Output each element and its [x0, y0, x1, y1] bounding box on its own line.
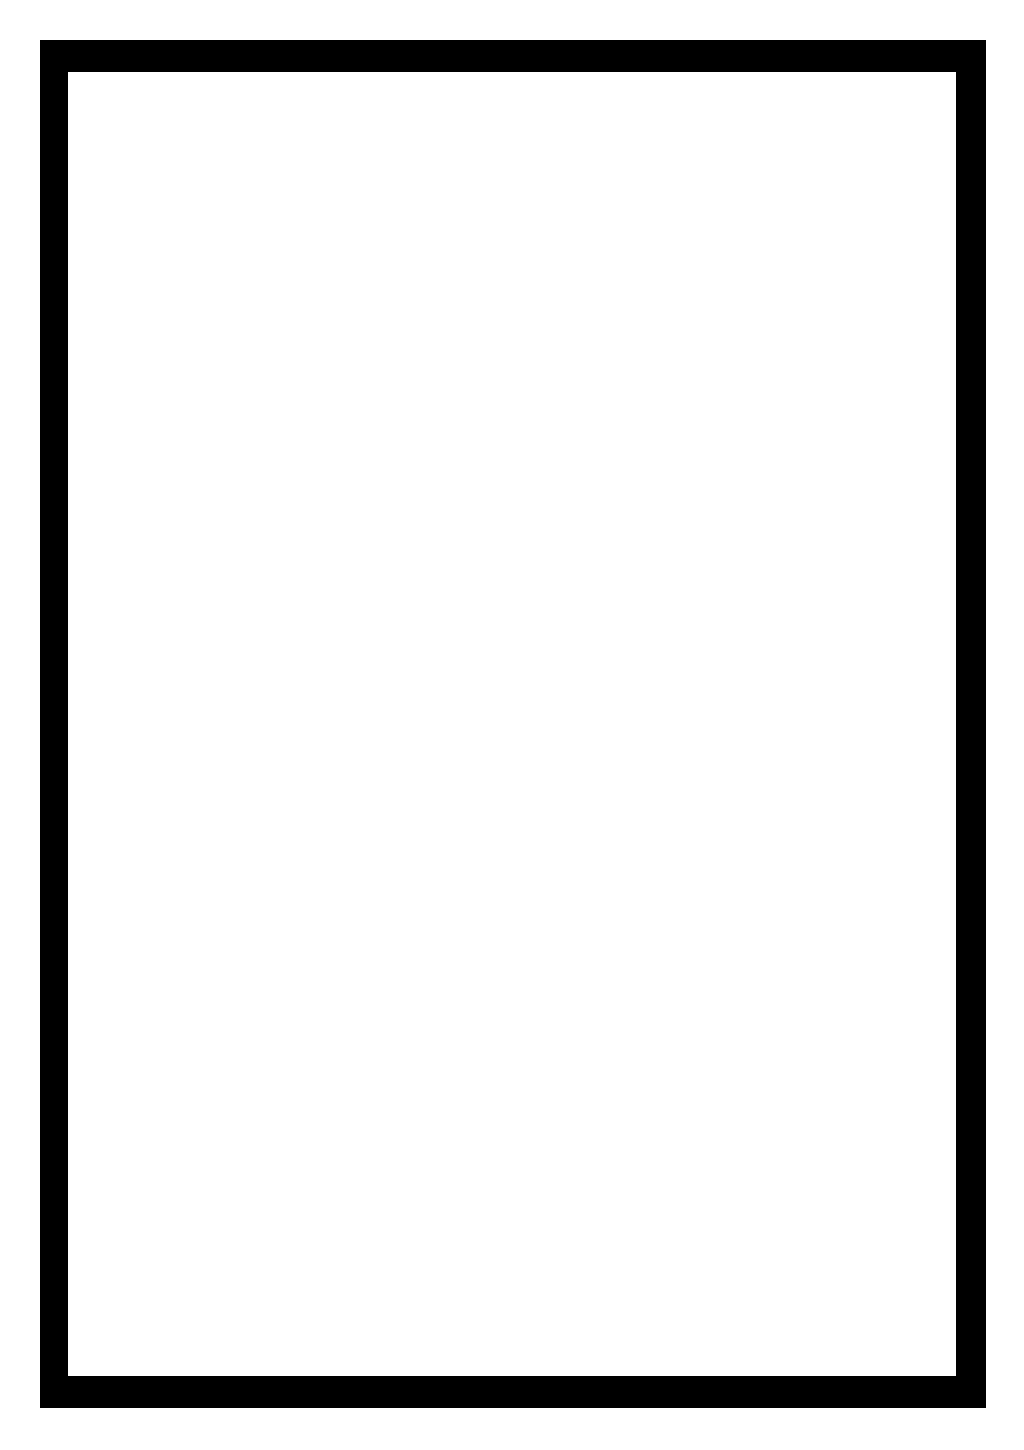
page-content-area — [68, 72, 956, 1376]
